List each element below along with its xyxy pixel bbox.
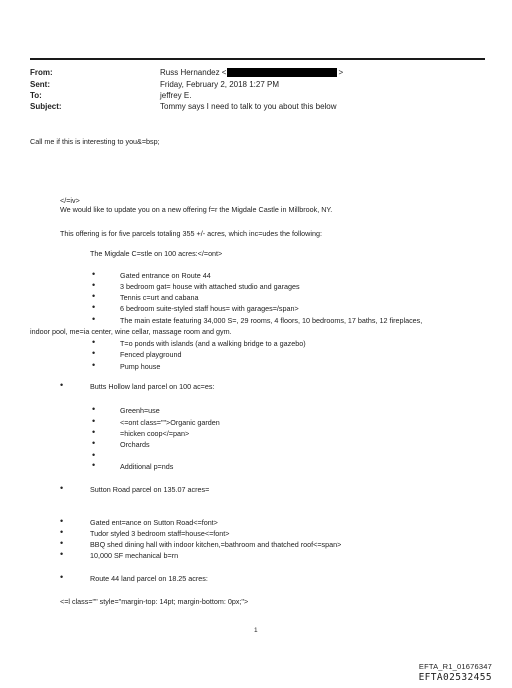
sent-value: Friday, February 2, 2018 1:27 PM — [160, 80, 280, 89]
bullet: • — [92, 450, 96, 460]
bullet: • — [92, 438, 96, 448]
list-item-wrap: indoor pool, me=ia center, wine cellar, massage room and gym. — [30, 327, 232, 336]
sutton-title: Sutton Road parcel on 135.07 acres= — [90, 485, 210, 494]
update-line: We would like to update you on a new offering f=r the Migdale Castle in Millbrook, NY. — [60, 205, 333, 214]
header-divider — [30, 58, 485, 60]
sent-label: Sent: — [30, 80, 50, 89]
bullet: • — [92, 416, 96, 426]
list-item: Tennis c=urt and cabana — [120, 293, 199, 302]
subject-value: Tommy says I need to talk to you about this below — [160, 102, 337, 111]
bullet: • — [92, 314, 96, 324]
butts-title: Butts Hollow land parcel on 100 ac=es: — [90, 382, 215, 391]
bullet: • — [92, 302, 96, 312]
list-item: BBQ shed dining hall with indoor kitchen,=bathroom and thatched roof<=span> — [90, 540, 342, 549]
list-item: Gated entrance on Route 44 — [120, 271, 211, 280]
subject-label: Subject: — [30, 102, 62, 111]
to-label: To: — [30, 91, 42, 100]
list-item: <=ont class="">Organic garden — [120, 418, 220, 427]
list-item: Tudor styled 3 bedroom staff=house<=font> — [90, 529, 230, 538]
bullet: • — [60, 538, 64, 548]
list-item: The main estate featuring 34,000 S=, 29 rooms, 4 floors, 10 bedrooms, 17 baths, 12 fireplaces, — [120, 316, 423, 325]
offering-line: This offering is for five parcels totaling 355 +/- acres, which inc=udes the following: — [60, 229, 322, 238]
div-close-line: </=iv> — [60, 196, 80, 205]
bullet: • — [60, 380, 64, 390]
from-value — [160, 68, 343, 77]
route44-title: Route 44 land parcel on 18.25 acres: — [90, 574, 208, 583]
bullet: • — [60, 572, 64, 582]
list-item: 3 bedroom gat= house with attached studio and garages — [120, 282, 300, 291]
intro-line: Call me if this is interesting to you&=bsp; — [30, 137, 160, 146]
bullet: • — [60, 527, 64, 537]
bates-ref-small: EFTA_R1_01676347 — [418, 662, 492, 671]
list-item: Pump house — [120, 362, 161, 371]
bullet: • — [60, 516, 64, 526]
list-item: 10,000 SF mechanical b=rn — [90, 551, 179, 560]
list-item: T=o ponds with islands (and a walking bridge to a gazebo) — [120, 339, 306, 348]
bates-ref-large: EFTA02532455 — [418, 672, 492, 683]
bullet: • — [92, 404, 96, 414]
bullet: • — [92, 269, 96, 279]
to-value: jeffrey E. — [160, 91, 192, 100]
list-item: Greenh=use — [120, 406, 160, 415]
trailing-markup-line: <=l class="" style="margin-top: 14pt; margin-bottom: 0px;"> — [60, 597, 249, 606]
castle-title: The Migdale C=stle on 100 acres:</=ont> — [90, 249, 223, 258]
from-label: From: — [30, 68, 53, 77]
bullet: • — [92, 337, 96, 347]
list-item: Additional p=nds — [120, 462, 174, 471]
from-name: Russ Hernandez < — [160, 68, 227, 77]
bullet: • — [92, 280, 96, 290]
bullet: • — [92, 460, 96, 470]
list-item: Fenced playground — [120, 350, 182, 359]
from-close: > — [338, 68, 344, 77]
bullet: • — [92, 291, 96, 301]
bullet: • — [92, 360, 96, 370]
redaction-block — [227, 68, 337, 77]
bullet: • — [92, 348, 96, 358]
bullet: • — [60, 483, 64, 493]
list-item: Gated ent=ance on Sutton Road<=font> — [90, 518, 218, 527]
bullet: • — [92, 427, 96, 437]
list-item: Orchards — [120, 440, 150, 449]
bullet: • — [60, 549, 64, 559]
page-number: 1 — [254, 627, 258, 634]
list-item: 6 bedroom suite-styled staff hous= with garages=/span> — [120, 304, 299, 313]
list-item: =hicken coop</=pan> — [120, 429, 190, 438]
